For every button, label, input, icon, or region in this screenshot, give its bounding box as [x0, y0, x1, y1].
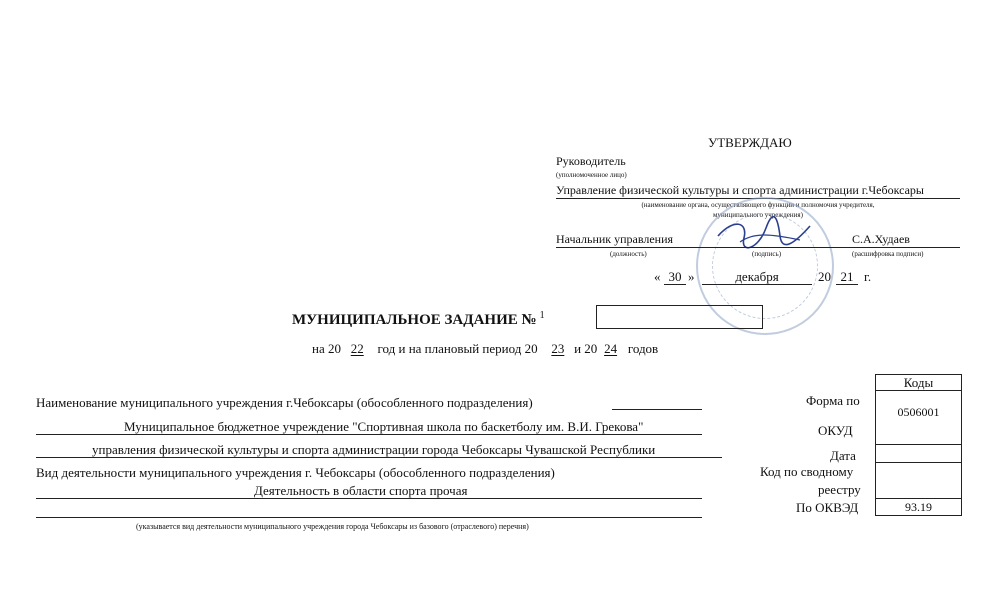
institution-label: Наименование муниципального учреждения г.Чебоксары (обособленного подразделения) [36, 395, 533, 410]
registry-label-1: Код по сводному [760, 464, 854, 479]
activity-caption: (указывается вид деятельности муниципального учреждения города Чебоксары из базового (отраслевого) перечня) [136, 522, 529, 531]
form-code-value: 0506001 [897, 405, 940, 419]
organ-caption-2: муниципального учреждения) [713, 211, 803, 219]
date-label: Дата [830, 448, 856, 463]
institution-name: Муниципальное бюджетное учреждение "Спортивная школа по баскетболу им. В.И. Грекова" [124, 419, 644, 434]
date-day: 30 [668, 269, 682, 284]
caption-decoding: (расшифровка подписи) [852, 250, 924, 258]
form-label-1: Форма по [806, 393, 860, 408]
institution-founder: управления физической культуры и спорта администрации города Чебоксары Чувашской Республики [92, 442, 656, 457]
signature-row-underline [556, 247, 960, 248]
date-year: 21 [840, 269, 854, 284]
registry-label-2: реестру [818, 482, 861, 497]
period-year-2: 23 [551, 341, 565, 356]
organ-name: Управление физической культуры и спорта администрации г.Чебоксары [556, 183, 924, 197]
organ-caption-1: (наименование органа, осуществляющего функции и полномочия учредителя, [641, 201, 875, 209]
period-line: на 20 22 год и на плановый период 20 23 и 20 24 годов [312, 341, 659, 356]
head-label: Руководитель [556, 154, 626, 168]
title-footnote: 1 [539, 310, 545, 321]
codes-header: Коды [903, 375, 934, 390]
signer-name: С.А.Худаев [852, 232, 910, 246]
date-quote-close: » [688, 269, 695, 284]
date-month: декабря [735, 269, 779, 284]
position-value: Начальник управления [556, 232, 674, 246]
period-year-3: 24 [604, 341, 618, 356]
date-year-suffix: г. [864, 269, 872, 284]
form-label-2: ОКУД [818, 423, 853, 438]
document-title: МУНИЦИПАЛЬНОЕ ЗАДАНИЕ № $^1$ [292, 310, 545, 328]
task-number-box [596, 305, 763, 329]
signature-mark [714, 214, 814, 254]
approval-title: УТВЕРЖДАЮ [708, 135, 792, 150]
head-caption: (уполномоченное лицо) [556, 171, 627, 179]
activity-label: Вид деятельности муниципального учреждения г. Чебоксары (обособленного подразделения) [36, 465, 555, 480]
caption-signature: (подпись) [752, 250, 782, 258]
codes-table [875, 374, 962, 516]
date-quote-open: « [654, 269, 661, 284]
okved-code-value: 93.19 [905, 500, 932, 514]
okved-label: По ОКВЭД [796, 500, 859, 515]
period-year: 22 [350, 341, 364, 356]
date-year-prefix: 20 [818, 269, 831, 284]
activity-value: Деятельность в области спорта прочая [254, 483, 468, 498]
caption-position: (должность) [610, 250, 647, 258]
